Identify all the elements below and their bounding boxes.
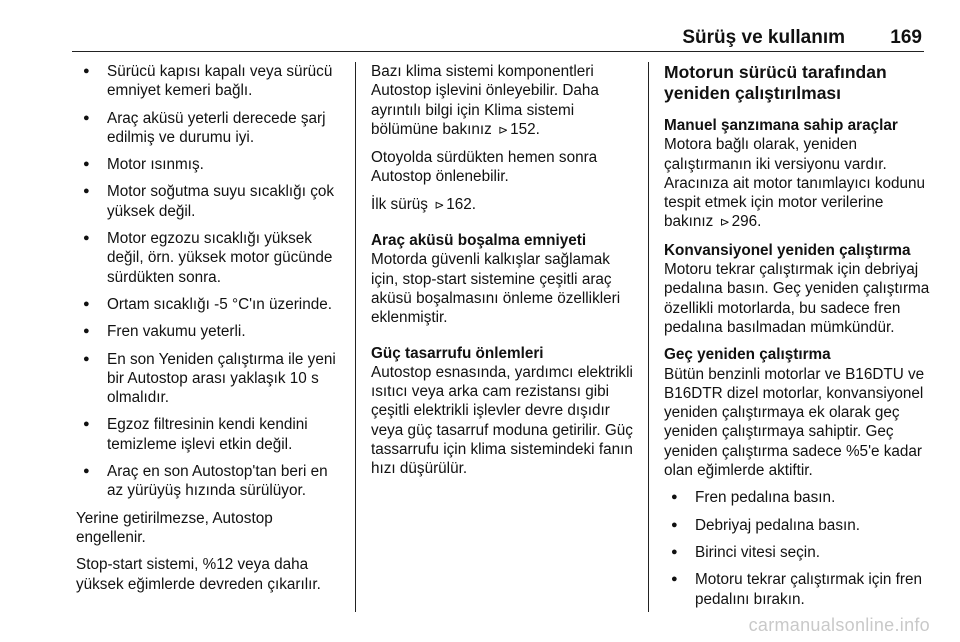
- page-reference-icon: ⊳: [434, 197, 445, 212]
- subheading: Güç tasarrufu önlemleri: [371, 344, 544, 362]
- column-divider-right: [648, 62, 649, 612]
- subheading: Araç aküsü boşalma emniyeti: [371, 232, 587, 250]
- column-right: [664, 62, 934, 617]
- page-reference-number: 152.: [510, 120, 540, 138]
- paragraph: Stop-start sistemi, %12 veya daha yüksek eğimlerde devreden çıkarılır.: [76, 556, 321, 593]
- column-left: [76, 62, 346, 602]
- paragraph-text: Bazı klima sistemi komponentleri Autostop işlevini önleyebilir. Daha ayrıntılı bilgi için Klima sistemi bölümüne bakınız: [371, 63, 599, 138]
- paragraph: [664, 135, 934, 232]
- paragraph: Bütün benzinli motorlar ve B16DTU ve B16DTR dizel motorlar, konvansiyonel yeniden çalıştırmaya ek olarak geç yeniden çalıştırmaya sahiptir. Geç yeniden çalıştırma sadece %5'e kadar olan eğimlerde aktiftir.: [664, 365, 925, 480]
- watermark: carmanualsonline.info: [748, 615, 930, 635]
- column-middle: [371, 62, 635, 487]
- list-item: ● Ortam sıcaklığı -5 °C'ın üzerinde.: [76, 295, 346, 314]
- paragraph: Yerine getirilmezse, Autostop engellenir.: [76, 509, 273, 546]
- page-reference-icon: ⊳: [498, 122, 509, 137]
- subheading: Manuel şanzımana sahip araçlar: [664, 117, 898, 134]
- page-reference-link[interactable]: [432, 196, 476, 213]
- list-item: ● Sürücü kapısı kapalı veya sürücü emniyet kemeri bağlı.: [76, 62, 346, 101]
- section-title: Motorun sürücü tarafından yeniden çalıştırılması: [664, 62, 887, 103]
- page-reference-link[interactable]: [496, 121, 540, 138]
- steps-list: [664, 488, 934, 608]
- list-item: ● Motor egzozu sıcaklığı yüksek değil, örn. yüksek motor gücünde sürdükten sonra.: [76, 229, 346, 287]
- paragraph-text: Motora bağlı olarak, yeniden çalıştırmanın iki versiyonu vardır. Aracınıza ait motor tanımlayıcı kodunu tespit etmek için motor verilerine bakınız: [664, 136, 926, 231]
- page-reference-number: 296.: [731, 213, 762, 231]
- page-number: 169: [890, 27, 922, 48]
- list-item: ● Motoru tekrar çalıştırmak için fren pedalını bırakın.: [664, 570, 934, 609]
- page-reference-icon: ⊳: [719, 215, 730, 230]
- page-reference-link[interactable]: [718, 213, 762, 230]
- paragraph: [371, 62, 635, 140]
- paragraph: Autostop esnasında, yardımcı elektrikli ısıtıcı veya arka cam rezistansı gibi çeşitli elektrikli işlevler devre dışıdır veya güç tasarruf moduna getirilir. Güç tassarrufu için klima sistemindeki fanın hızı düşürülür.: [371, 363, 633, 478]
- page-header: [0, 0, 960, 52]
- list-item: ● Egzoz filtresinin kendi kendini temizleme işlevi etkin değil.: [76, 415, 346, 454]
- paragraph: Motoru tekrar çalıştırmak için debriyaj pedalına basın. Geç yeniden çalıştırma özellikli motorlarda, bu sadece fren pedalına basılmadan mümkündür.: [664, 261, 930, 336]
- list-item: ● Motor soğutma suyu sıcaklığı çok yüksek değil.: [76, 182, 346, 221]
- paragraph: Otoyolda sürdükten hemen sonra Autostop önlenebilir.: [371, 149, 598, 186]
- list-item: ● Motor ısınmış.: [76, 155, 346, 174]
- paragraph-text: İlk sürüş: [371, 195, 428, 213]
- list-item: ● Araç aküsü yeterli derecede şarj edilmiş ve durumu iyi.: [76, 109, 346, 148]
- page-reference-number: 162.: [446, 195, 477, 213]
- list-item: ● En son Yeniden çalıştırma ile yeni bir Autostop arası yaklaşık 10 s olmalıdır.: [76, 350, 346, 408]
- list-item: ● Araç en son Autostop'tan beri en az yürüyüş hızında sürülüyor.: [76, 462, 346, 501]
- subheading: Konvansiyonel yeniden çalıştırma: [664, 241, 911, 259]
- list-item: ● Debriyaj pedalına basın.: [664, 516, 934, 535]
- header-title: Sürüş ve kullanım: [682, 27, 845, 48]
- subheading: Geç yeniden çalıştırma: [664, 346, 831, 364]
- list-item: ● Birinci vitesi seçin.: [664, 543, 934, 562]
- list-item: ● Fren vakumu yeterli.: [76, 322, 346, 341]
- column-divider-left: [355, 62, 356, 612]
- conditions-list: [76, 62, 346, 501]
- paragraph: [371, 195, 635, 215]
- header-divider: [72, 51, 924, 52]
- paragraph: Motorda güvenli kalkışlar sağlamak için, stop-start sistemine çeşitli araç aküsü boşalmasını önleme özellikleri eklenmiştir.: [371, 251, 621, 327]
- list-item: ● Fren pedalına basın.: [664, 488, 934, 507]
